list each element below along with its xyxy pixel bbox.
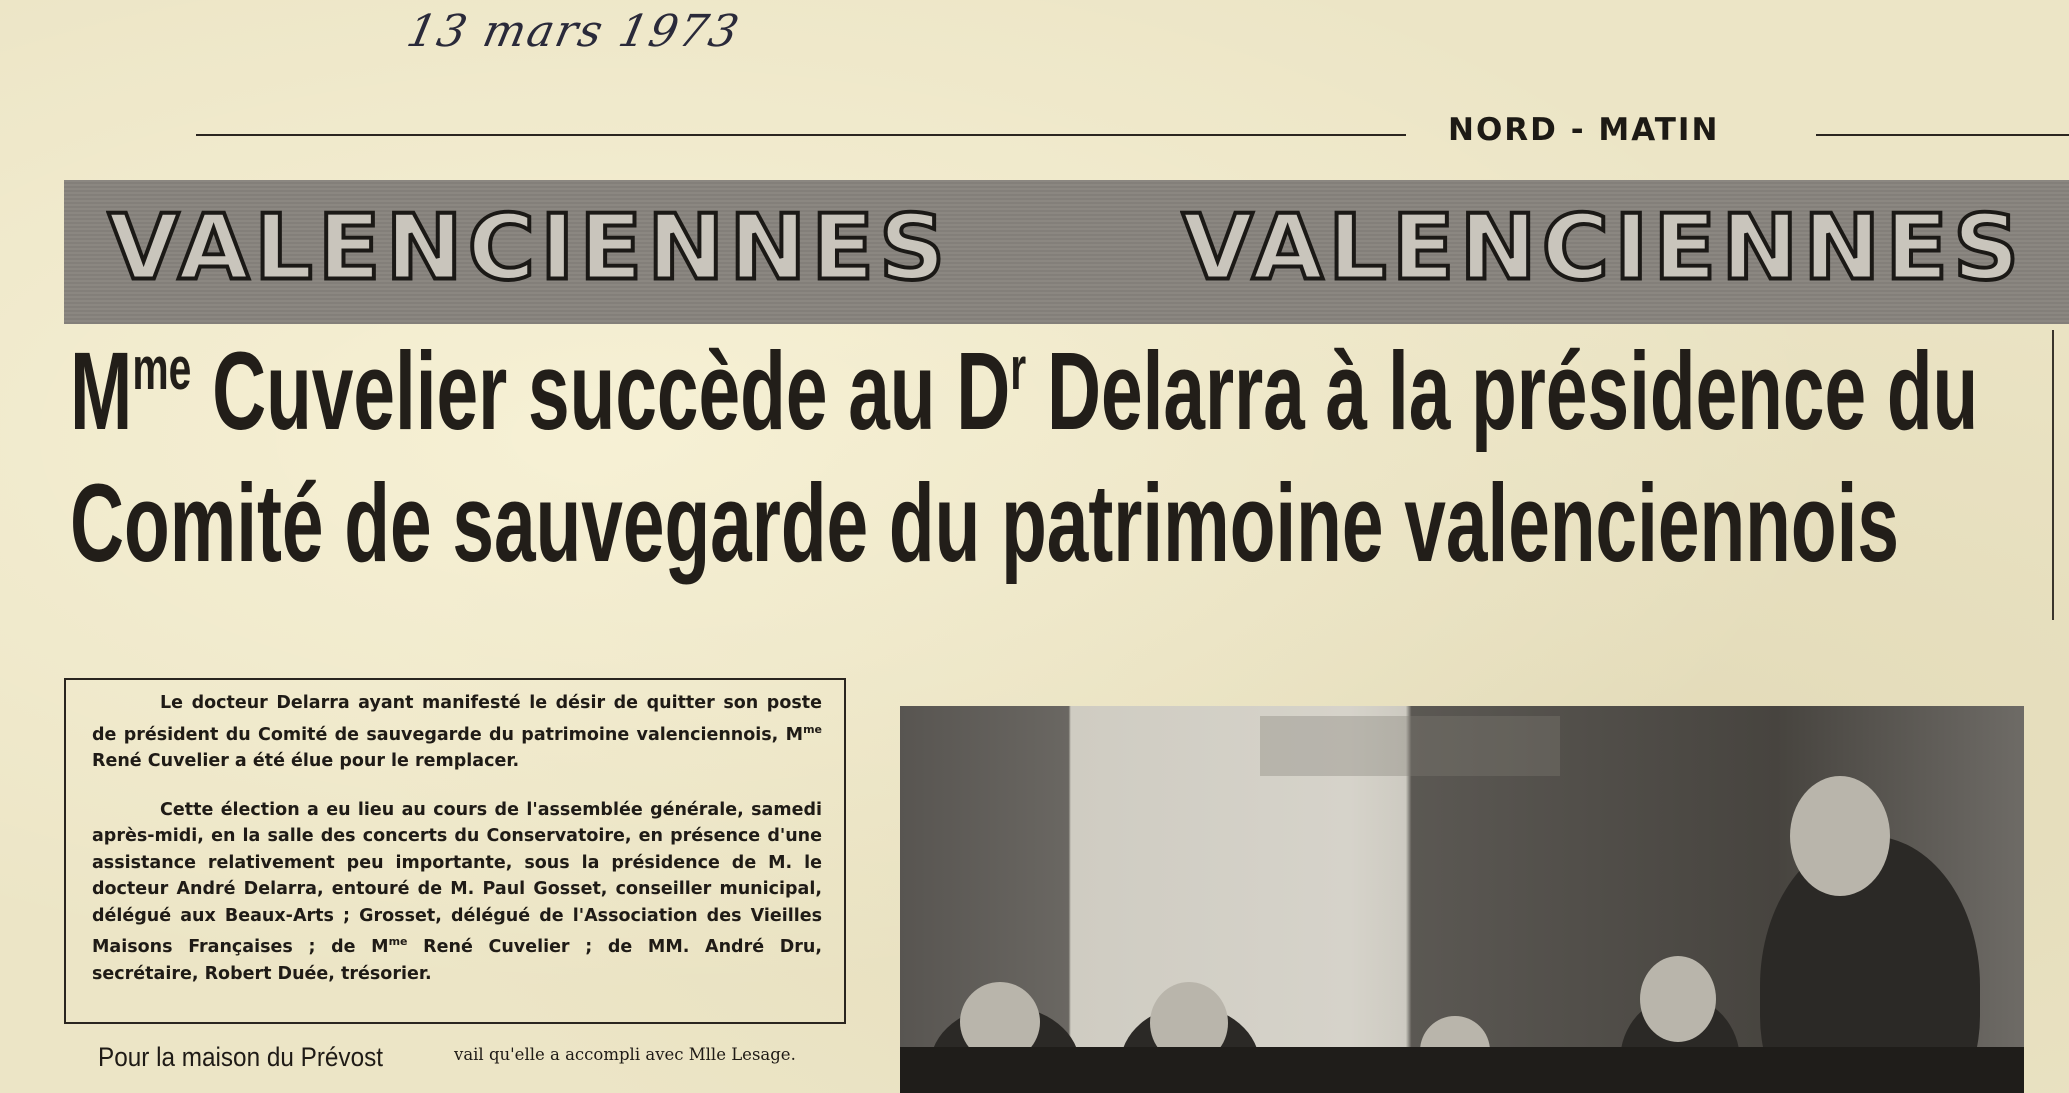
headline-sup-r: r <box>1010 335 1027 402</box>
intro-paragraph-2 <box>92 797 822 988</box>
headline-end: Delarra à la présidence du <box>1026 330 1979 453</box>
intro-p2-text-b: René Cuvelier ; de MM. André Dru, secrétaire, Robert Duée, trésorier. <box>92 937 822 984</box>
masthead-rule-left <box>196 134 1406 136</box>
intro-p1-text-b: René Cuvelier a été élue pour le remplacer. <box>92 751 520 771</box>
masthead-rule-right <box>1816 134 2069 136</box>
photo-face-5 <box>1790 776 1890 896</box>
headline-prefix: M <box>70 330 133 453</box>
intro-paragraph-1 <box>92 690 822 775</box>
column-rule <box>2052 330 2054 620</box>
news-photo <box>900 706 2024 1093</box>
headline <box>70 326 1979 590</box>
article-subhead: Pour la maison du Prévost <box>98 1042 384 1072</box>
intro-p2-sup: me <box>388 935 408 948</box>
handwritten-date: 13 mars 1973 <box>402 6 745 57</box>
intro-p2-text-a: Cette élection a eu lieu au cours de l'assemblée générale, samedi après-midi, en la salle des concerts du Conservatoire, en présence d'une assistance relativement peu importante, sous la présidence de M. le docteur André Delarra, entouré de M. Paul Gosset, conseiller municipal, délégué aux Beaux-Arts ; Grosset, délégué de l'Association des Vieilles Maisons Françaises ; de M <box>92 799 822 957</box>
headline-mid: Cuvelier succède au D <box>191 330 1011 453</box>
intro-box <box>64 678 846 1024</box>
photo-face-4 <box>1640 956 1716 1042</box>
headline-sup-me: me <box>132 335 192 402</box>
photo-table <box>900 1047 2024 1093</box>
photo-wall-sign <box>1260 716 1560 776</box>
section-banner <box>64 180 2069 324</box>
article-column-2: vail qu'elle a accompli avec Mlle Lesage. <box>454 1045 796 1064</box>
headline-line-1 <box>70 326 1979 458</box>
intro-p1-text-a: Le docteur Delarra ayant manifesté le désir de quitter son poste de président du Comité de sauvegarde du patrimoine valenciennois, M <box>92 693 822 745</box>
banner-word-right: VALENCIENNES <box>1182 195 2025 300</box>
banner-word-left: VALENCIENNES <box>108 195 951 300</box>
intro-p1-sup: me <box>803 722 822 736</box>
newspaper-name: NORD - MATIN <box>1448 112 1720 148</box>
headline-line-2: Comité de sauvegarde du patrimoine valenciennois <box>70 462 1899 585</box>
